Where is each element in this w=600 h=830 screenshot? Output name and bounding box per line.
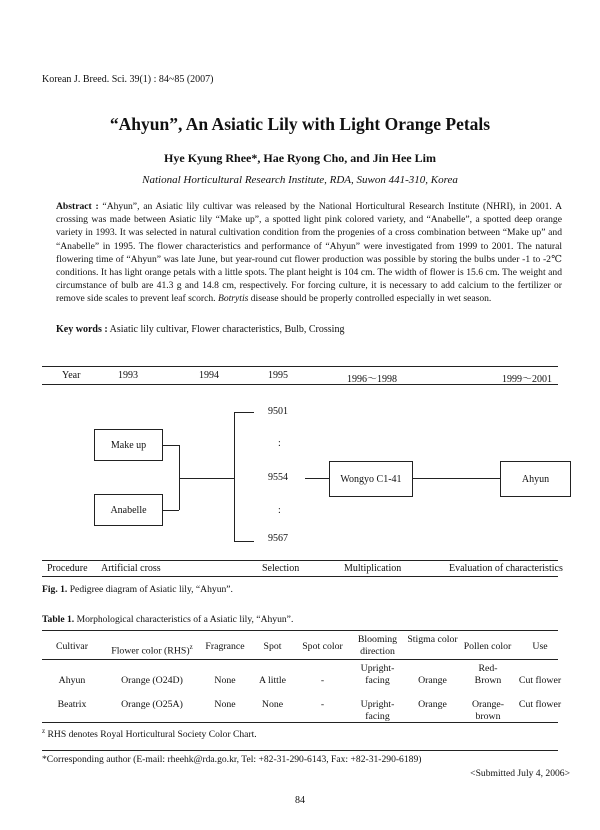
table-cell: Ahyun [58,675,86,686]
selection-9554: 9554 [268,472,288,483]
table-cell: None [214,699,236,710]
connector [179,478,234,479]
year-1994: 1994 [199,370,219,381]
table-header: Flower color (RHS)$^z$ [111,643,193,657]
connector [163,510,179,511]
table-cell: Orange [418,699,447,710]
table-header: Pollen color [463,641,512,652]
selection-bracket [234,412,235,541]
year-1996-1998: 1996～1998 [347,374,397,385]
table-cell: None [261,699,284,710]
figure-caption-text: Pedigree diagram of Asiatic lily, “Ahyun”. [67,584,233,595]
figure-caption-label: Fig. 1. [42,584,68,595]
table-cell: Upright-facing [360,663,395,686]
parent-box-anabelle [94,494,163,526]
year-1999-2001: 1999～2001 [502,374,552,385]
table-footnote: $^z$ RHS denotes Royal Horticultural Society Color Chart. [42,727,257,741]
table-caption-label: Table 1. [42,614,75,625]
affiliation: National Horticultural Research Institute, RDA, Suwon 441-310, Korea [142,174,458,186]
table-header: Stigma color [407,634,458,645]
procedure-selection: Selection [262,563,300,574]
table-cell: - [320,675,325,686]
table-cell: Cut flower [518,675,562,686]
year-rule [42,384,558,385]
table-cell: Cut flower [518,699,562,710]
table-cell: Beatrix [57,699,87,710]
connector [234,541,254,542]
connector [234,412,254,413]
footnote-rule [42,750,558,751]
authors: Hye Kyung Rhee*, Hae Ryong Cho, and Jin Hee Lim [164,151,436,165]
table-top-rule [42,630,558,631]
keywords-text: Asiatic lily cultivar, Flower characteristics, Bulb, Crossing [107,324,345,335]
figure-bottom-rule [42,576,558,577]
parent-label-anabelle: Anabelle [110,504,147,516]
procedure-label: Procedure [47,563,88,574]
table-cell: Orange [418,675,447,686]
year-1995: 1995 [268,370,288,381]
table-cell: Orange (O25A) [121,699,183,710]
table-header-rule [42,659,558,660]
connector [413,478,500,479]
table-header: Use [532,641,548,652]
journal-header: Korean J. Breed. Sci. 39(1) : 84~85 (2007) [42,74,214,85]
corresponding-author: *Corresponding author (E-mail: rheehk@rda.go.kr, Tel: +82-31-290-6143, Fax: +82-31-290-6189) [42,754,422,765]
keywords-label: Key words : [56,324,108,335]
table-bottom-rule [42,722,558,723]
procedure-rule [42,560,558,561]
connector [305,478,329,479]
procedure-evaluation: Evaluation of characteristics [449,563,563,574]
table-cell: A little [259,675,286,686]
final-cultivar-box [500,461,571,497]
table-cell: Red-Brown [474,663,502,686]
table-cell: - [320,699,325,710]
keywords [56,324,344,335]
table-header: Fragrance [205,641,245,652]
table-caption [42,614,293,625]
page-number: 84 [295,795,305,806]
procedure-cross: Artificial cross [101,563,161,574]
year-1993: 1993 [118,370,138,381]
year-label: Year [62,370,81,381]
abstract-text-1: “Ahyun”, an Asiatic lily cultivar was released by the National Horticultural Research Institute (NHRI), in 2001. A crossing was made between Asiatic lily “Make up”, a spotted light pink colored variety, and “Anabelle”, a spotted deep orange variety in 1993. It was selected in natural cultivation condition from the progenies of a cross combination between “Make up” and “Anabelle” in 1995. The flower characteristics and performance of “Ahyun” were investigated from 1999 to 2001. The natural flowering time of “Ahyun” was late June, but year-round cut flower production was possible by storing the bulbs under -1 to -2℃ conditions. It has light orange petals with a little spots. The plant height is 104 cm. The width of flower is 15.6 cm. The weight and circumstance of bulb are 41.3 g and 14.8 cm, respectively. For forcing culture, it is necessary to add calcium to the fertilizer or remove side scales to prevent leaf scorch. [56,201,562,305]
table-cell: Orange-brown [471,699,505,722]
final-cultivar-label: Ahyun [521,473,550,485]
parent-box-make-up [94,429,163,461]
table-cell: Upright-facing [360,699,395,722]
table-header: Spot [263,641,282,652]
multiplication-label: Wongyo C1-41 [340,473,402,485]
multiplication-box [329,461,413,497]
figure-top-rule [42,366,558,367]
selection-dots: : [278,438,281,449]
table-cell: None [214,675,236,686]
table-header: Cultivar [55,641,89,652]
abstract-italic: Botrytis [217,293,249,305]
abstract-label: Abstract : [56,201,99,212]
table-caption-text: Morphological characteristics of a Asiatic lily, “Ahyun”. [74,614,294,625]
abstract [56,200,562,306]
selection-dots: : [278,505,281,516]
abstract-text-2: disease should be properly controlled especially in wet season. [248,293,492,305]
table-header: Blooming direction [357,634,398,657]
table-cell: Orange (O24D) [121,675,183,686]
procedure-multiplication: Multiplication [344,563,402,574]
connector [163,445,179,446]
paper-title: “Ahyun”, An Asiatic Lily with Light Orange Petals [109,114,491,134]
figure-caption [42,584,233,595]
table-header: Spot color [302,641,343,652]
selection-9567: 9567 [268,533,288,544]
selection-9501: 9501 [268,406,288,417]
submitted-date: <Submitted July 4, 2006> [470,768,570,779]
parent-label-make-up: Make up [110,439,147,451]
